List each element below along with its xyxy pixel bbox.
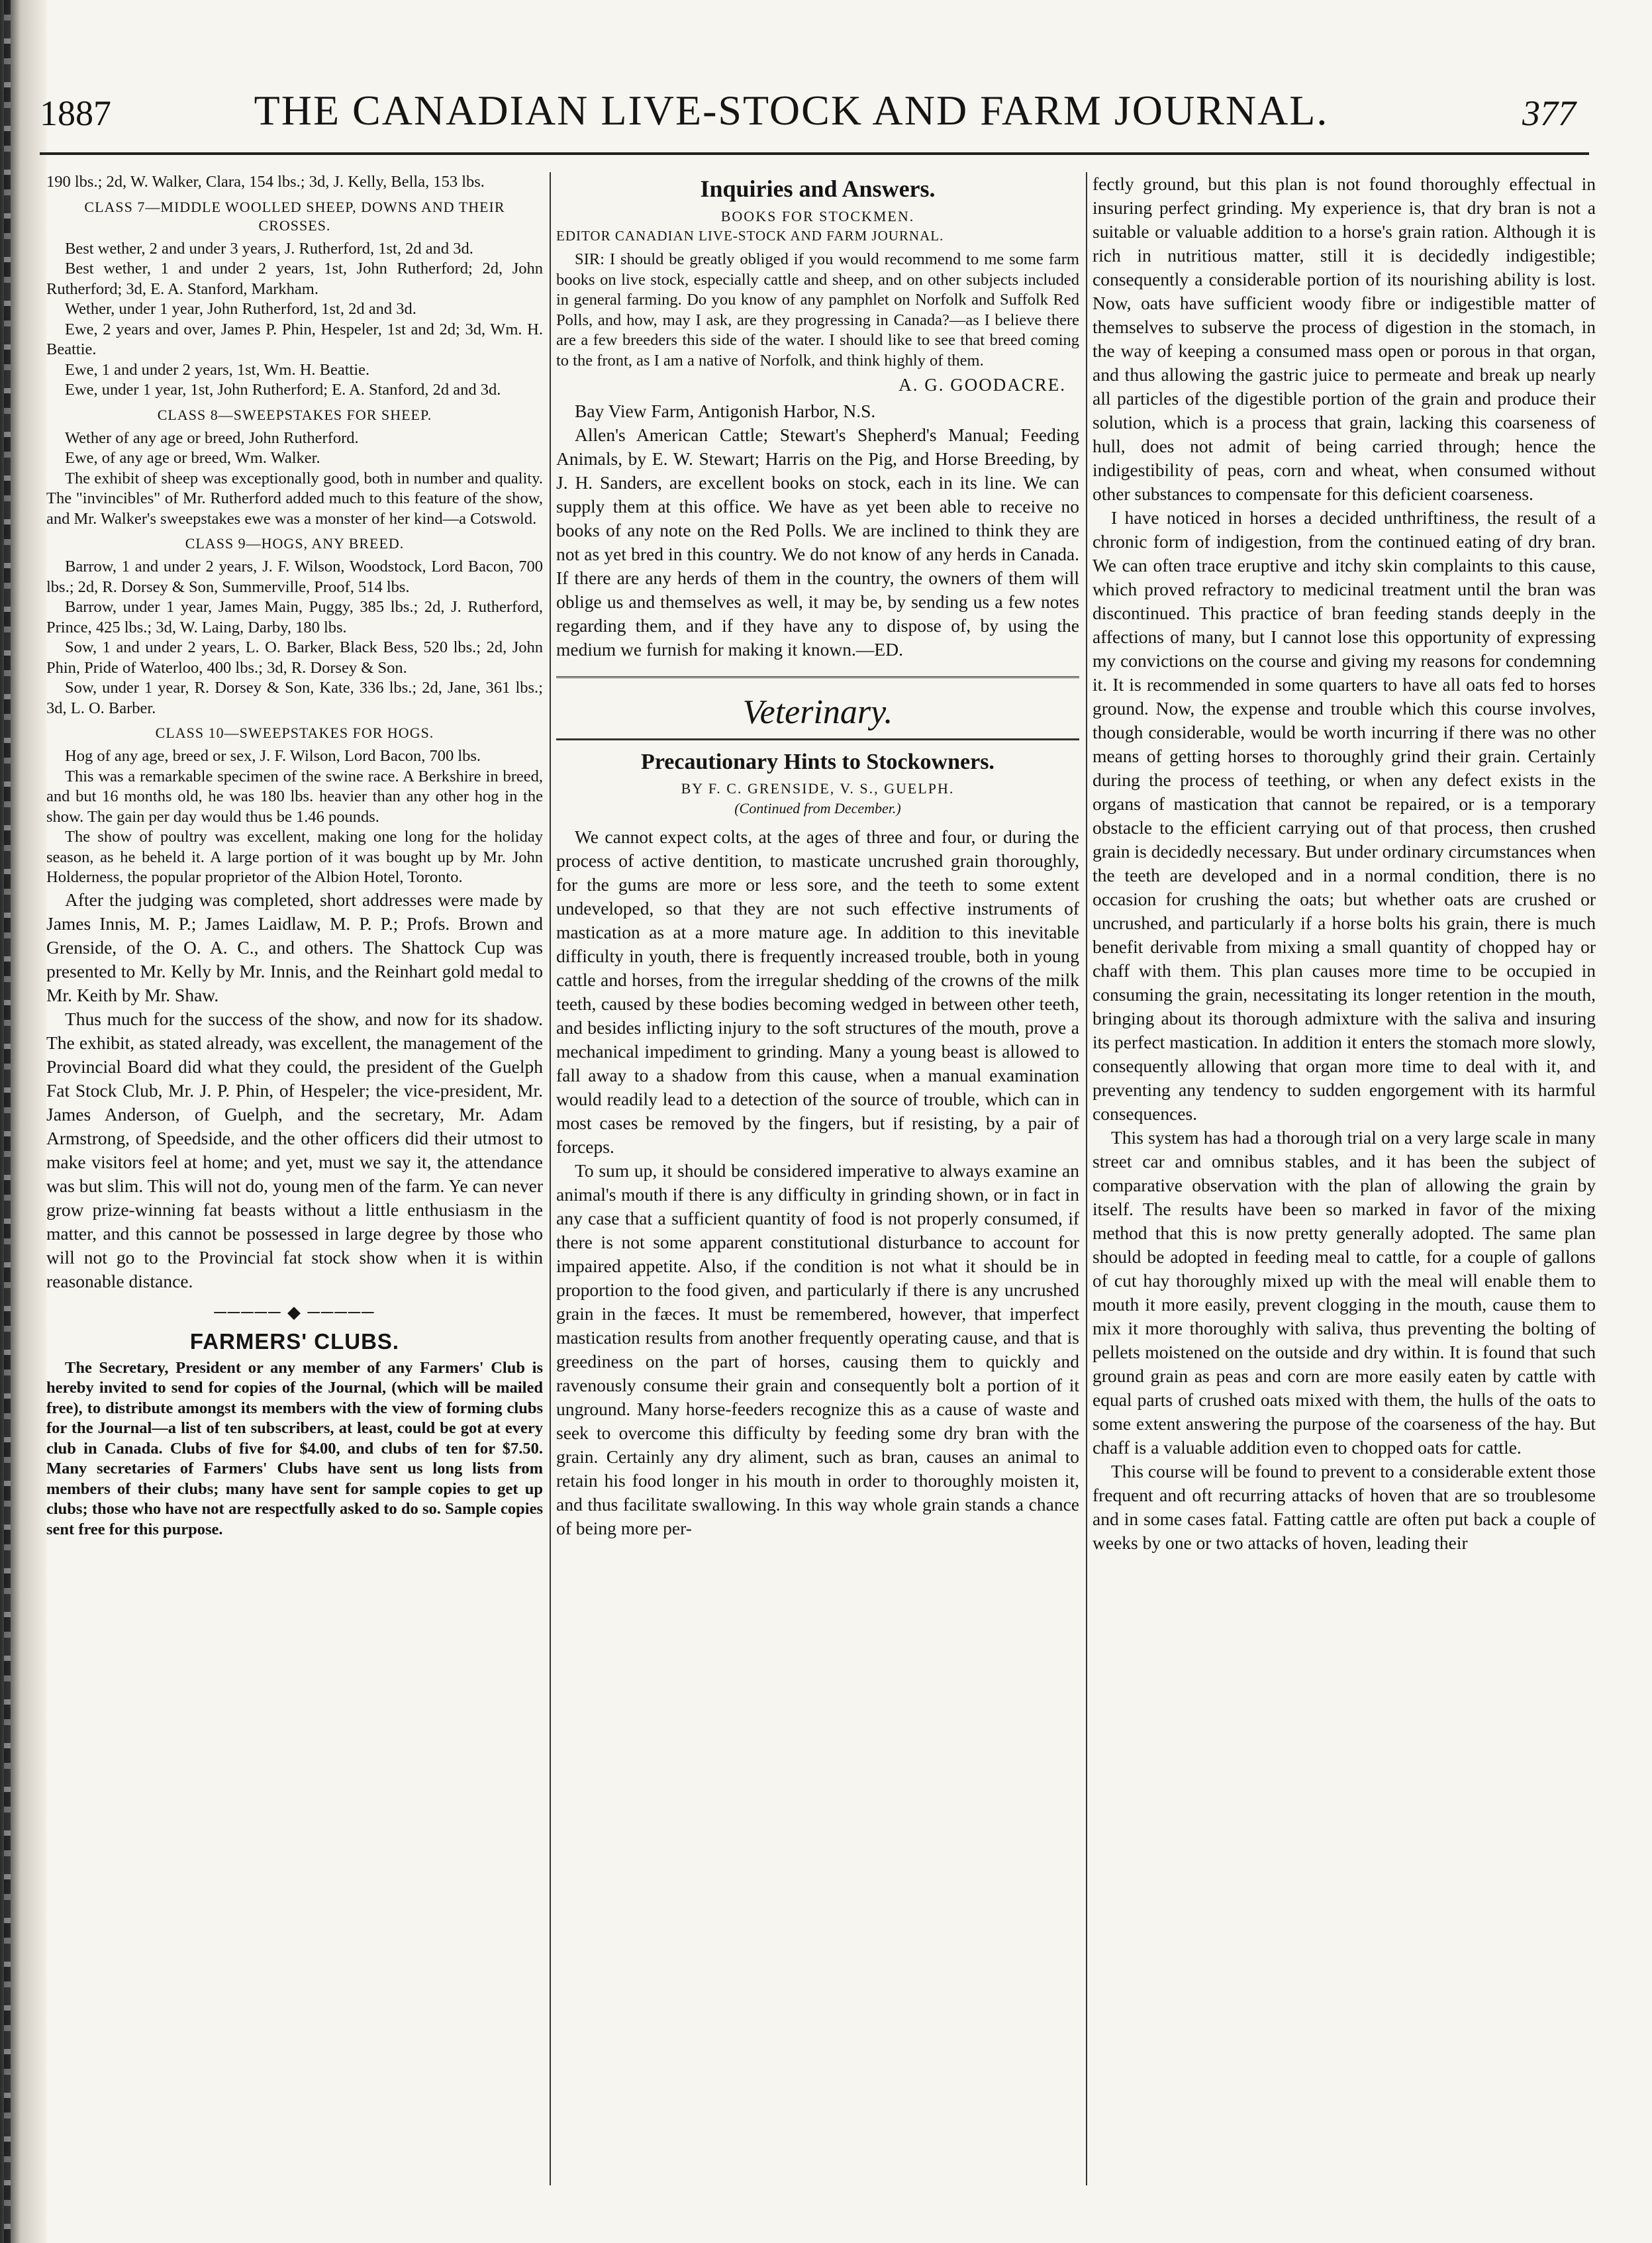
article-paragraph: I have noticed in horses a decided unthriftiness, the result of a chronic form of indigestion, from the continued eating of dry bran. We can often trace eruptive and itchy skin complaints to this cause, which proved refractory to medicinal treatment until the bran was discontinued. This practice of bran feeding stands deeply in the affections of many, but I cannot lose this opportunity of expressing my convictions on the course and giving my reasons for condemning it. It is recommended in some quarters to have all oats fed to horses ground. Now, the expense and trouble which this course involves, though considerable, would be worth incurring if there was no other means of getting horses to thoroughly grind their grain. Certainly during the process of teething, or when any defect exists in the organs of mastication that cannot be repaired, or is a temporary obstacle to the efficient carrying out of that process, then crushed grain is decidedly necessary. But under ordinary circumstances when the teeth are developed and in a normal condition, there is no occasion for crushing the oats; but whether oats are crushed or uncrushed, and particularly if a horse bolts his grain, there is much benefit derivable from mixing a small quantity of chopped hay or chaff with them. This plan causes more time to be occupied in consuming the grain, necessitating its longer retention in the mouth, bringing about its thorough admixture with the saliva and insuring its perfect mastication. In addition it enters the stomach more slowly, consequently allowing that organ more time to deal with it, and preventing any tendency to sudden engorgement with its harmful consequences.	[1093, 507, 1596, 1124]
class-10-item: Hog of any age, breed or sex, J. F. Wilson, Lord Bacon, 700 lbs.	[65, 747, 481, 765]
addresses-paragraph: After the judging was completed, short addresses were made by James Innis, M. P.; James Laidlaw, M. P. P.; Profs. Brown and Grenside, of the O. A. C., and others. The Shattock Cup was presented to Mr. Kelly by Mr. Innis, and the Reinhart gold medal to Mr. Keith by Mr. Shaw.	[46, 889, 543, 1005]
class-8-item: The exhibit of sheep was exceptionally good, both in number and quality. The "invincibles" of Mr. Rutherford added much to this feature of the show, and Mr. Walker's sweepstakes ewe was a monster of her kind—a Cotswold.	[46, 469, 543, 528]
class-10-item: This was a remarkable specimen of the swine race. A Berkshire in breed, and but 16 months old, he was 180 lbs. heavier than any other hog in the show. The gain per day would thus be 1.46 pounds.	[46, 767, 543, 826]
results-continued: 190 lbs.; 2d, W. Walker, Clara, 154 lbs.; 3d, J. Kelly, Bella, 153 lbs.	[46, 173, 485, 191]
article-paragraph: We cannot expect colts, at the ages of three and four, or during the process of active dentition, to masticate uncrushed grain thoroughly, for the gums are more or less sore, and the teeth to some extent undeveloped, so that they are not such effective instruments of mastication as at a more mature age. In addition to this inevitable difficulty in youth, there is frequently increased trouble, both in young cattle and horses, from the irregular shedding of the crowns of the milk teeth, caused by these bodies becoming wedged in between other teeth, and besides inflicting injury to the soft structures of the mouth, prove a mechanical impediment to grinding. Many a young beast is allowed to fall away to a shadow from this cause, when a manual examination would readily lead to a detection of the source of trouble, which can in most cases be removed by the fingers, but if resisting, by a pair of forceps.	[556, 826, 1079, 1157]
column-2	[556, 172, 1079, 2185]
class-9-item: Sow, under 1 year, R. Dorsey & Son, Kate, 336 lbs.; 2d, Jane, 361 lbs.; 3d, L. O. Barber.	[46, 679, 543, 717]
column-1	[46, 172, 543, 2185]
article-paragraph: fectly ground, but this plan is not found thoroughly effectual in insuring perfect grinding. My experience is, that dry bran is not a suitable or valuable addition to a horse's grain ration. Although it is rich in nutritious matter, still it is decidedly indigestible; consequently a considerable portion of its nourishing ability is lost. Now, oats have sufficient woody fibre or indigestible matter of themselves to subserve the process of digestion in the stomach, in the way of keeping a consumed mass open or porous in that organ, and thus allowing the gastric juice to permeate and break up nearly all particles of the digestible portion of the grain and produce their solution, which is a process that grain, lacking this coarseness of hull, does not admit of being carried through; hence the indigestibility of peas, corn and wheat, when consumed without other substances to compensate for this deficient coarseness.	[1093, 174, 1596, 504]
article-byline: BY F. C. GRENSIDE, V. S., GUELPH.	[681, 780, 955, 797]
books-subheading: BOOKS FOR STOCKMEN.	[720, 208, 915, 224]
article-paragraph: This system has had a thorough trial on a very large scale in many street car and omnibus stables, and it has been the subject of comparative observation with the plan of allowing the grain by itself. The results have been so marked in favor of the mixing method that this is now pretty generally adopted. The same plan should be adopted in feeding meal to cattle, for a couple of gallons of cut hay thoroughly mixed up with the meal will enable them to mouth it more easily, prevent clogging in the mouth, cause them to mix it more thoroughly with saliva, thus preventing the bolting of pellets moistened on the outside and dry within. It is found that such ground grain as peas and corn are more easily eaten by cattle with equal parts of crushed oats mixed with them, the hulls of the oats to some extent answering the purpose of the coarseness of the hay. But chaff is a valuable addition even to chopped oats for cattle.	[1093, 1127, 1596, 1458]
section-divider	[556, 676, 1079, 678]
class-7-heading: CLASS 7—MIDDLE WOOLLED SHEEP, DOWNS AND THEIR CROSSES.	[84, 198, 505, 234]
column-rule-2	[1086, 172, 1087, 2185]
class-10-heading: CLASS 10—SWEEPSTAKES FOR HOGS.	[155, 724, 434, 741]
class-7-item: Best wether, 1 and under 2 years, 1st, John Rutherford; 2d, John Rutherford; 3d, E. A. Stanford, Markham.	[46, 260, 543, 298]
class-8-heading: CLASS 8—SWEEPSTAKES FOR SHEEP.	[157, 406, 432, 423]
editor-salutation: EDITOR CANADIAN LIVE-STOCK AND FARM JOURNAL.	[556, 228, 944, 244]
column-rule-1	[550, 172, 551, 2185]
class-7-item: Wether, under 1 year, John Rutherford, 1st, 2d and 3d.	[65, 300, 416, 318]
class-7-item: Ewe, 1 and under 2 years, 1st, Wm. H. Beattie.	[65, 360, 370, 379]
class-9-item: Barrow, under 1 year, James Main, Puggy, 385 lbs.; 2d, J. Rutherford, Prince, 425 lbs.; 3d, W. Laing, Darby, 180 lbs.	[46, 598, 543, 636]
class-7-item: Best wether, 2 and under 3 years, J. Rutherford, 1st, 2d and 3d.	[65, 239, 473, 258]
continued-note: (Continued from December.)	[734, 800, 901, 817]
class-7-item: Ewe, 2 years and over, James P. Phin, Hespeler, 1st and 2d; 3d, Wm. H. Beattie.	[46, 320, 543, 358]
column-3	[1093, 172, 1596, 2185]
class-8-item: Ewe, of any age or breed, Wm. Walker.	[65, 449, 320, 467]
class-8-item: Wether of any age or breed, John Rutherford.	[65, 428, 359, 447]
ornament-divider: ───── ◆ ─────	[214, 1302, 375, 1322]
journal-title: THE CANADIAN LIVE-STOCK AND FARM JOURNAL.	[254, 87, 1329, 134]
inquiries-heading: Inquiries and Answers.	[700, 175, 936, 202]
article-title: Precautionary Hints to Stockowners.	[641, 750, 995, 774]
page-number: 377	[1522, 93, 1576, 133]
reader-letter: SIR: I should be greatly obliged if you would recommend to me some farm books on live stock, especially cattle and sheep, and on other subjects included in general farming. Do you know of any pamphlet on Norfolk and Suffolk Red Polls, and how, may I ask, are they progressing in Canada?—as I believe there are a few breeders this side of the water. I should like to see that breed coming to the front, as I am a native of Norfolk, and think highly of them.	[556, 250, 1079, 370]
letter-address: Bay View Farm, Antigonish Harbor, N.S.	[575, 401, 876, 421]
article-paragraph: To sum up, it should be considered imperative to always examine an animal's mouth if there is any difficulty in grinding shown, or in fact in any case that a sufficient quantity of food is not properly consumed, if there is not some apparent constitutional disturbance to account for impaired appetite. Also, if the condition is not what it should be in proportion to the food given, and particularly if there is any uncrushed grain in the fæces. It must be remembered, however, that imperfect mastication results from another frequently operating cause, and that is greediness on the part of horses, causing them to quickly and ravenously consume their grain and consequently bolt a portion of it unground. Many horse-feeders recognize this as a cause of waste and seek to overcome this difficulty by feeding some dry bran with the grain. Certainly any dry aliment, such as bran, causes an animal to retain his food longer in his mouth in order to thoroughly moisten it, and thus facilitate swallowing. In this way whole grain stands a chance of being more per-	[556, 1160, 1079, 1538]
class-9-item: Barrow, 1 and under 2 years, J. F. Wilson, Woodstock, Lord Bacon, 700 lbs.; 2d, R. Dorsey & Son, Summerville, Proof, 514 lbs.	[46, 558, 543, 596]
journal-page	[40, 79, 1596, 2199]
editor-answer: Allen's American Cattle; Stewart's Shepherd's Manual; Feeding Animals, by E. W. Stewart; Harris on the Pig, and Horse Breeding, by J. H. Sanders, are excellent books on stock, each in its line. We can supply them at this office. We have as yet been able to receive no books of any note on the Red Polls. We are inclined to think they are not as yet bred in this country. We do not know of any herds in Canada. If there are any herds of them in the country, the owners of them will oblige us and themselves as well, it may be, by sending us a few notes regarding them, and if they have any to dispose of, by using the medium we furnish for making it known.—ED.	[556, 424, 1079, 660]
article-paragraph: This course will be found to prevent to a considerable extent those frequent and oft recurring attacks of hoven that are so troublesome and in some cases fatal. Fatting cattle are often put back a couple of weeks by one or two attacks of hoven, leading their	[1093, 1461, 1596, 1553]
shadow-paragraph: Thus much for the success of the show, and now for its shadow. The exhibit, as stated already, was excellent, the management of the Provincial Board did what they could, the president of the Guelph Fat Stock Club, Mr. J. P. Phin, of Hespeler; the vice-president, Mr. James Anderson, of Guelph, and the secretary, Mr. Adam Armstrong, of Speedside, and the other officers did their utmost to make visitors feel at home; and yet, must we say it, the attendance was but slim. This will not do, young men of the farm. Ye can never grow prize-winning fat beasts without a little enthusiasm in the matter, and this cannot be possessed in large degree by those who will not go to the Provincial fat stock show when it is within reasonable distance.	[46, 1008, 543, 1291]
class-9-heading: CLASS 9—HOGS, ANY BREED.	[185, 535, 405, 552]
page-year: 1887	[40, 93, 111, 133]
letter-signature: A. G. GOODACRE.	[899, 375, 1066, 395]
class-7-item: Ewe, under 1 year, 1st, John Rutherford; E. A. Stanford, 2d and 3d.	[65, 381, 501, 399]
veterinary-heading: Veterinary.	[556, 693, 1079, 740]
farmers-clubs-heading: FARMERS' CLUBS.	[189, 1328, 400, 1354]
masthead	[40, 79, 1589, 155]
class-9-item: Sow, 1 and under 2 years, L. O. Barker, Black Bess, 520 lbs.; 2d, John Phin, Pride of Waterloo, 400 lbs.; 3d, R. Dorsey & Son.	[46, 638, 543, 677]
farmers-clubs-notice: The Secretary, President or any member of any Farmers' Club is hereby invited to send for copies of the Journal, (which will be mailed free), to distribute amongst its members with the view of forming clubs for the Journal—a list of ten subscribers, at least, could be got at every club in Canada. Clubs of five for $4.00, and clubs of ten for $7.50. Many secretaries of Farmers' Clubs have sent us long lists from members of their clubs; many have sent for sample copies to get up clubs; those who have not are respectfully asked to do so. Sample copies sent free for this purpose.	[46, 1358, 543, 1538]
class-10-item: The show of poultry was excellent, making one long for the holiday season, as he beheld it. A large portion of it was bought up by Mr. John Holderness, the popular proprietor of the Albion Hotel, Toronto.	[46, 828, 543, 886]
